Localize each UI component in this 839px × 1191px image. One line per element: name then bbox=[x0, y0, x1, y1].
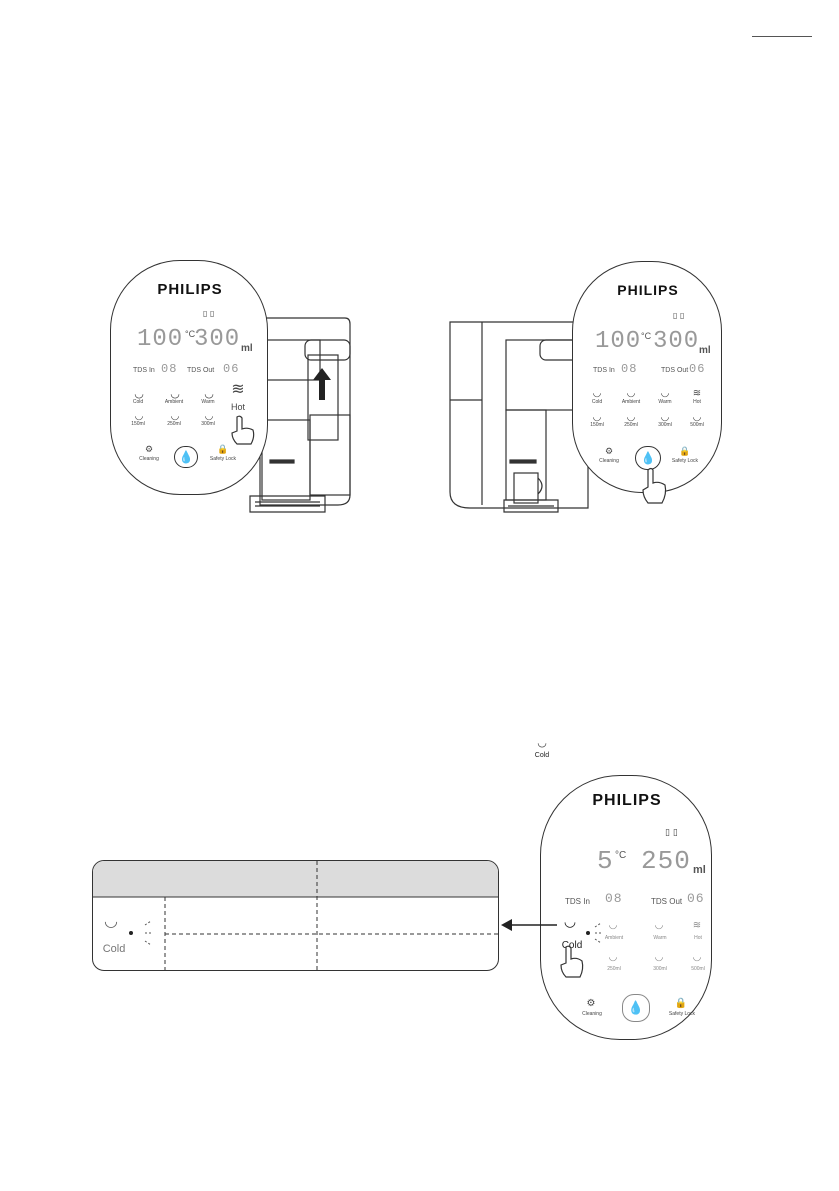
warm-cup-icon[interactable]: ◡ bbox=[654, 920, 664, 931]
mode-warm: Warm bbox=[201, 399, 215, 405]
cleaning-icon[interactable]: ⚙ bbox=[144, 445, 154, 455]
mode-cold: Cold bbox=[132, 399, 144, 405]
arrow-left-icon bbox=[499, 918, 559, 932]
tds-out-label: TDS Out bbox=[651, 897, 683, 906]
temperature-unit: °C bbox=[615, 850, 627, 861]
volume-cup-icon[interactable]: ◡ bbox=[626, 412, 636, 423]
mode-ambient: Ambient bbox=[164, 399, 184, 405]
volume-unit: ml bbox=[693, 864, 706, 876]
tds-in-label: TDS In bbox=[593, 367, 615, 374]
cup-icon: ▯ ▯ bbox=[673, 311, 685, 320]
volume-unit: ml bbox=[699, 345, 711, 356]
volume-option-4: 500ml bbox=[690, 422, 704, 428]
volume-option-2: 300ml bbox=[653, 966, 667, 972]
volume-cup-icon[interactable]: ◡ bbox=[654, 952, 664, 963]
volume-cup-icon[interactable]: ◡ bbox=[608, 952, 618, 963]
volume-cup-icon[interactable]: ◡ bbox=[692, 952, 702, 963]
volume-option-1: 150ml bbox=[131, 421, 145, 427]
water-drop-icon: 💧 bbox=[640, 451, 656, 465]
control-panel-left bbox=[110, 260, 268, 495]
volume-option-3: 300ml bbox=[658, 422, 672, 428]
cup-icon: ▯ ▯ bbox=[665, 828, 678, 838]
cold-cup-icon[interactable]: ◡ bbox=[134, 387, 144, 400]
brand-logo: PHILIPS bbox=[617, 282, 679, 298]
tds-in-label: TDS In bbox=[565, 897, 590, 906]
warm-cup-icon[interactable]: ◡ bbox=[204, 387, 214, 400]
pointing-hand-icon bbox=[639, 466, 669, 506]
mode-hot: Hot bbox=[693, 399, 701, 405]
cleaning-label: Cleaning bbox=[139, 456, 159, 462]
temperature-unit: °C bbox=[641, 331, 652, 341]
cleaning-label: Cleaning bbox=[599, 458, 619, 464]
ambient-cup-icon[interactable]: ◡ bbox=[626, 388, 636, 399]
volume-cup-icon[interactable]: ◡ bbox=[692, 412, 702, 423]
dispense-button[interactable] bbox=[622, 994, 650, 1022]
hot-cup-icon[interactable]: ≋ bbox=[692, 920, 702, 931]
volume-unit: ml bbox=[241, 343, 253, 354]
hot-cup-icon[interactable]: ≋ bbox=[692, 388, 702, 399]
lock-icon[interactable]: 🔒 bbox=[674, 998, 688, 1009]
pointing-hand-icon bbox=[227, 413, 257, 447]
volume-option-2: 250ml bbox=[624, 422, 638, 428]
tds-out-value: 06 bbox=[687, 891, 705, 906]
mode-hot: Hot bbox=[230, 402, 245, 412]
lock-icon[interactable]: 🔒 bbox=[217, 445, 229, 455]
tds-out-label: TDS Out bbox=[661, 367, 689, 374]
cup-icon: ▯ ▯ bbox=[203, 309, 215, 318]
mode-cold: Cold bbox=[591, 399, 603, 405]
safety-lock-label: Safety Lock bbox=[671, 458, 699, 464]
mode-warm: Warm bbox=[658, 399, 672, 405]
volume-display: 300 bbox=[194, 326, 241, 353]
pointing-hand-icon bbox=[557, 944, 585, 980]
volume-option-3: 300ml bbox=[201, 421, 215, 427]
table-grid bbox=[93, 861, 499, 971]
volume-option-3: 500ml bbox=[691, 966, 705, 972]
tds-in-value: 08 bbox=[621, 362, 638, 376]
cold-cup-icon: ◡ bbox=[104, 911, 118, 930]
cleaning-icon[interactable]: ⚙ bbox=[604, 447, 614, 457]
water-drop-icon: 💧 bbox=[627, 1000, 645, 1016]
temperature-display: 100 bbox=[137, 326, 184, 353]
warm-cup-icon[interactable]: ◡ bbox=[660, 388, 670, 399]
tds-in-value: 08 bbox=[161, 362, 178, 376]
cold-cup-icon: ◡ bbox=[537, 736, 547, 749]
lock-icon[interactable]: 🔒 bbox=[679, 447, 691, 457]
water-drop-icon: 💧 bbox=[178, 450, 194, 464]
volume-display: 250 bbox=[641, 846, 691, 876]
mode-warm: Warm bbox=[653, 935, 667, 941]
volume-option-1: 250ml bbox=[607, 966, 621, 972]
mode-cold: Cold bbox=[561, 940, 583, 951]
cold-settings-table bbox=[92, 860, 499, 971]
page-rule bbox=[752, 36, 812, 37]
cleaning-icon[interactable]: ⚙ bbox=[586, 998, 596, 1009]
mode-ambient: Ambient bbox=[621, 399, 641, 405]
cold-cup-icon[interactable]: ◡ bbox=[592, 388, 602, 399]
control-panel-bottom bbox=[540, 775, 712, 1040]
volume-cup-icon[interactable]: ◡ bbox=[134, 411, 144, 422]
volume-option-1: 150ml bbox=[590, 422, 604, 428]
selection-dashes bbox=[583, 920, 609, 946]
safety-lock-label: Safety Lock bbox=[668, 1011, 696, 1017]
table-row-label: Cold bbox=[102, 943, 126, 955]
volume-option-2: 250ml bbox=[167, 421, 181, 427]
tds-out-value: 06 bbox=[689, 362, 706, 376]
ambient-cup-icon[interactable]: ◡ bbox=[170, 387, 180, 400]
volume-cup-icon[interactable]: ◡ bbox=[660, 412, 670, 423]
volume-cup-icon[interactable]: ◡ bbox=[592, 412, 602, 423]
mode-ambient: Ambient bbox=[604, 935, 624, 941]
volume-display: 300 bbox=[653, 328, 700, 355]
tds-in-value: 08 bbox=[605, 891, 623, 906]
dispense-button[interactable] bbox=[174, 446, 198, 468]
tds-out-label: TDS Out bbox=[187, 367, 215, 374]
tds-in-label: TDS In bbox=[133, 367, 155, 374]
cold-cup-icon[interactable]: ◡ bbox=[563, 914, 577, 930]
cleaning-label: Cleaning bbox=[582, 1011, 602, 1017]
brand-logo: PHILIPS bbox=[592, 792, 662, 809]
cold-icon-label: Cold bbox=[534, 752, 550, 759]
tds-out-value: 06 bbox=[223, 362, 240, 376]
hot-cup-icon[interactable]: ≋ bbox=[231, 379, 245, 398]
control-panel-right bbox=[572, 261, 722, 493]
temperature-display: 5 bbox=[597, 846, 614, 876]
ambient-cup-icon[interactable]: ◡ bbox=[608, 920, 618, 931]
mode-hot: Hot bbox=[694, 935, 702, 941]
safety-lock-label: Safety Lock bbox=[209, 456, 237, 462]
volume-cup-icon[interactable]: ◡ bbox=[204, 411, 214, 422]
volume-cup-icon[interactable]: ◡ bbox=[170, 411, 180, 422]
brand-logo: PHILIPS bbox=[157, 281, 223, 298]
temperature-unit: °C bbox=[185, 329, 196, 339]
temperature-display: 100 bbox=[595, 328, 642, 355]
arrow-up-icon bbox=[313, 368, 331, 400]
